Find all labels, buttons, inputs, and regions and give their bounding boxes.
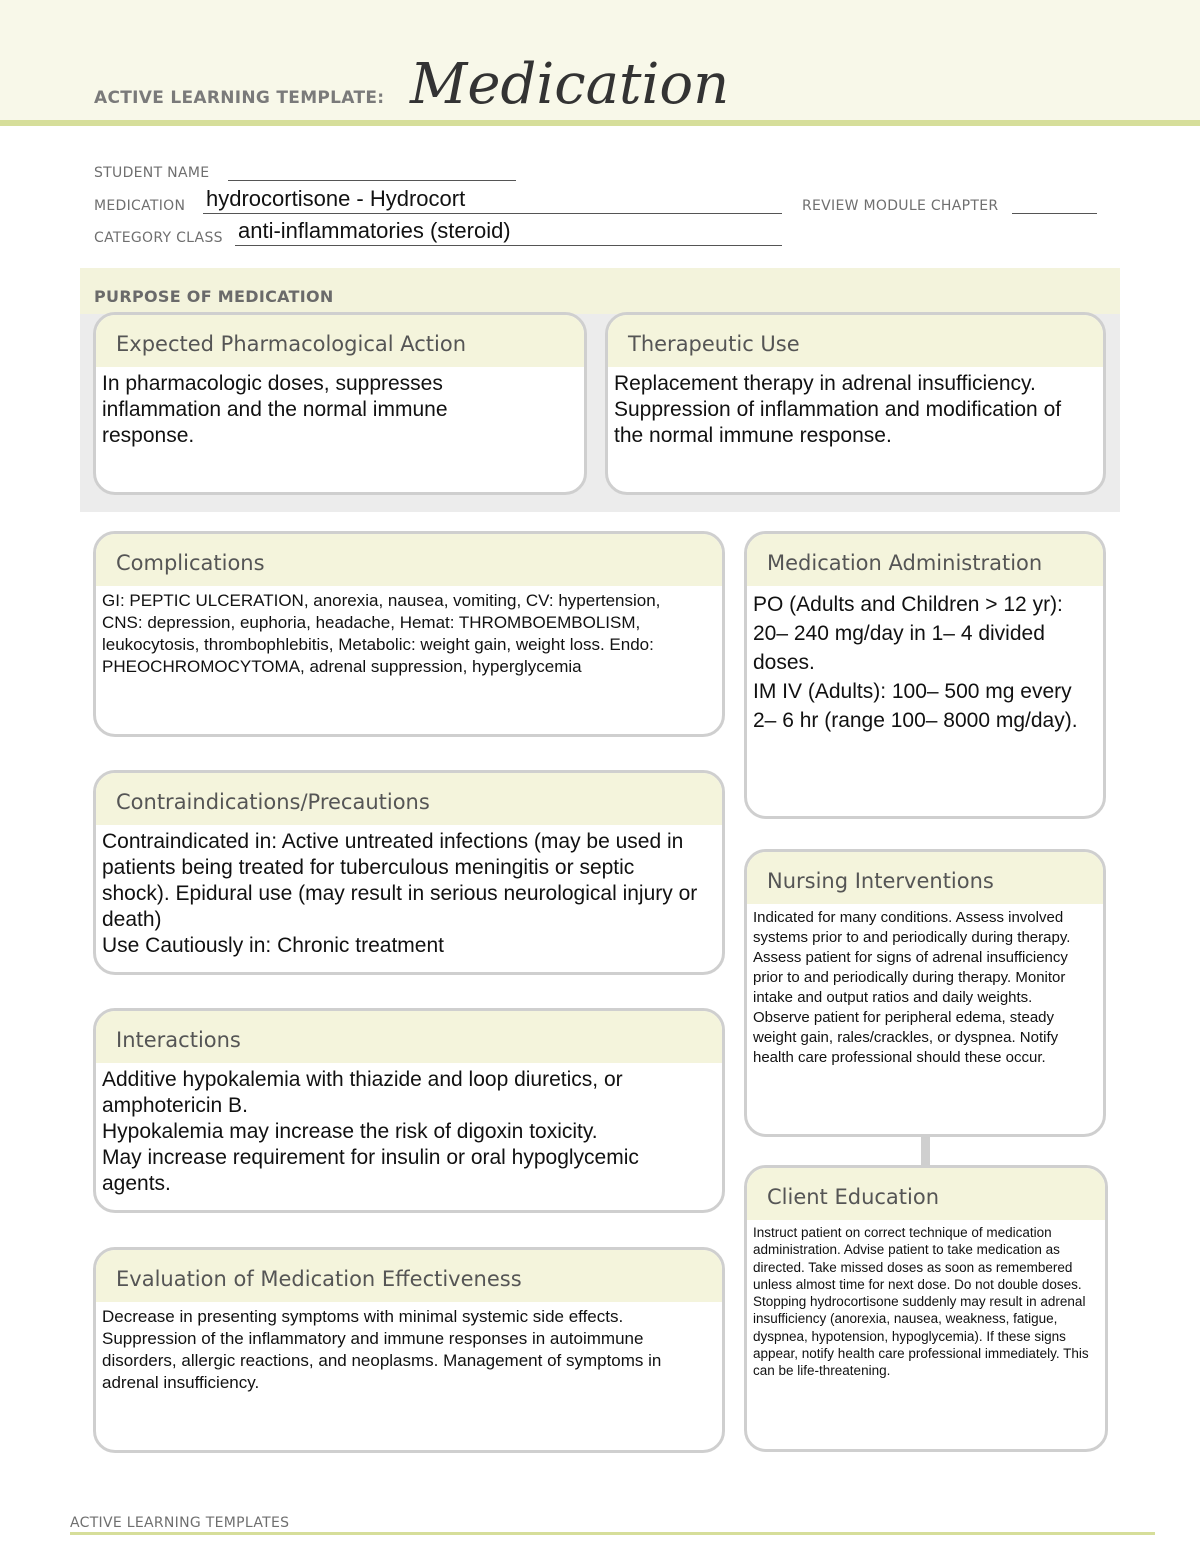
- client-education-card: [744, 1165, 1108, 1452]
- nursing-title: Nursing Interventions: [747, 852, 1103, 904]
- expected-action-card: [93, 312, 587, 495]
- nursing-body[interactable]: Indicated for many conditions. Assess involved systems prior to and periodically during therapy. Assess patient for signs of adrenal insufficiency prior to and periodically during therapy. Monitor intake and output ratios and daily weights. Observe patient for peripheral edema, steady weight gain, rales/crackles, or dyspnea. Notify health care professional should these occur.: [753, 909, 1071, 1066]
- purpose-label: PURPOSE OF MEDICATION: [94, 287, 334, 306]
- nursing-education-connector: [921, 1137, 930, 1167]
- complications-card: [93, 531, 725, 737]
- review-module-label: REVIEW MODULE CHAPTER: [802, 198, 999, 214]
- category-class-label: CATEGORY CLASS: [94, 230, 223, 246]
- client-education-body[interactable]: Instruct patient on correct technique of medication administration. Advise patient to take medication as directed. Take missed doses as soon as remembered unless almost time for next dose. Do not double doses. Stopping hydrocortisone suddenly may result in adrenal insufficiency (anorexia, nausea, weakness, fatigue, dyspnea, hypotension, hypoglycemia). If these signs appear, notify health care professional immediately. This can be life-threatening.: [753, 1225, 1089, 1379]
- administration-body[interactable]: PO (Adults and Children > 12 yr): 20– 240 mg/day in 1– 4 divided doses. IM IV (Adults): 100– 500 mg every 2– 6 hr (range 100– 8000 mg/day).: [753, 593, 1078, 732]
- page-title: Medication: [410, 52, 730, 117]
- header-divider: [0, 120, 1200, 126]
- interactions-body[interactable]: Additive hypokalemia with thiazide and loop diuretics, or amphotericin B. Hypokalemia may increase the risk of digoxin toxicity. May increase requirement for insulin or oral hypoglycemic agents.: [102, 1068, 639, 1195]
- complications-title: Complications: [96, 534, 722, 586]
- evaluation-title: Evaluation of Medication Effectiveness: [96, 1250, 722, 1302]
- template-label: ACTIVE LEARNING TEMPLATE:: [94, 88, 385, 108]
- category-class-value[interactable]: anti-inflammatories (steroid): [238, 218, 511, 243]
- evaluation-body[interactable]: Decrease in presenting symptoms with minimal systemic side effects. Suppression of the inflammatory and immune responses in autoimmune disorders, allergic reactions, and neoplasms. Management of symptoms in adrenal insufficiency.: [102, 1307, 662, 1392]
- administration-card: [744, 531, 1106, 819]
- category-class-line: [235, 245, 782, 246]
- student-name-label: STUDENT NAME: [94, 165, 210, 181]
- medication-line: [203, 213, 782, 214]
- contraindications-card: [93, 770, 725, 975]
- therapeutic-use-body[interactable]: Replacement therapy in adrenal insufficiency. Suppression of inflammation and modification of the normal immune response.: [614, 372, 1062, 447]
- expected-action-title: Expected Pharmacological Action: [96, 315, 584, 367]
- administration-title: Medication Administration: [747, 534, 1103, 586]
- footer-divider: [70, 1532, 1155, 1535]
- interactions-card: [93, 1008, 725, 1213]
- footer-label: ACTIVE LEARNING TEMPLATES: [70, 1515, 290, 1531]
- medication-label: MEDICATION: [94, 198, 186, 214]
- expected-action-body[interactable]: In pharmacologic doses, suppresses inflammation and the normal immune response.: [102, 372, 448, 447]
- therapeutic-use-card: [605, 312, 1106, 495]
- student-name-line: [228, 180, 516, 181]
- nursing-card: [744, 849, 1106, 1137]
- client-education-title: Client Education: [747, 1168, 1105, 1220]
- contraindications-body[interactable]: Contraindicated in: Active untreated infections (may be used in patients being treated for tuberculous meningitis or septic shock). Epidural use (may result in serious neurological injury or death) Use Cautiously in: Chronic treatment: [102, 830, 698, 957]
- medication-value[interactable]: hydrocortisone - Hydrocort: [206, 186, 466, 211]
- review-module-line: [1012, 213, 1097, 214]
- contraindications-title: Contraindications/Precautions: [96, 773, 722, 825]
- evaluation-card: [93, 1247, 725, 1453]
- complications-body[interactable]: GI: PEPTIC ULCERATION, anorexia, nausea, vomiting, CV: hypertension, CNS: depression, euphoria, headache, Hemat: THROMBOEMBOLISM, leukocytosis, thrombophlebitis, Metabolic: weight gain, weight loss. Endo: PHEOCHROMOCYTOMA, adrenal suppression, hyperglycemia: [102, 591, 661, 676]
- therapeutic-use-title: Therapeutic Use: [608, 315, 1103, 367]
- interactions-title: Interactions: [96, 1011, 722, 1063]
